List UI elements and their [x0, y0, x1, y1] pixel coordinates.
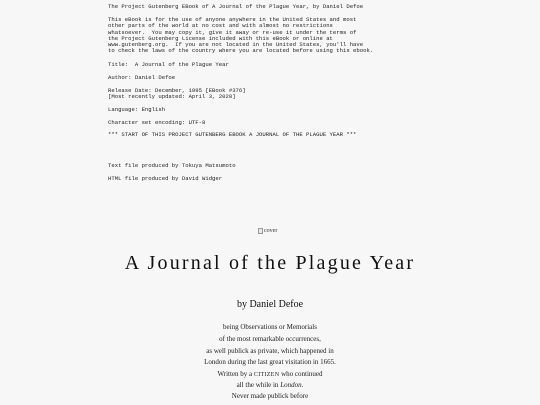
cover-alt-text: cover — [264, 228, 278, 234]
subtitle-line: as well publick as private, which happened in — [206, 347, 334, 355]
metadata-encoding: Character set encoding: UTF-8 — [108, 119, 206, 126]
metadata-language: Language: English — [108, 106, 166, 113]
start-marker: *** START OF THIS PROJECT GUTENBERG EBOOK A JOURNAL OF THE PLAGUE YEAR *** — [108, 131, 357, 138]
written-suffix: who continued — [279, 370, 323, 378]
ebook-header-line: The Project Gutenberg EBook of A Journal of the Plague Year, by Daniel Defoe — [108, 3, 364, 10]
html-file-credit: HTML file produced by David Widger — [108, 175, 223, 182]
never-made-publick-line: Never made publick before — [231, 392, 309, 400]
subtitle-line: being Observations or Memorials — [223, 323, 317, 331]
license-paragraph: This eBook is for the use of anyone anywhere in the United States and most other parts of the world at no cost and with almost no restrictions whatsoever. You may copy it, give it away or re-use it under the terms of the Project Gutenberg License included with this eBook or online at www.gutenberg.org. If you are not located in the United States, you'll have to check the laws of the country where you are located before using this ebook. — [108, 16, 374, 55]
all-while-suffix: . — [301, 381, 304, 389]
subtitle-line: of the most remarkable occurrences, — [219, 335, 321, 343]
metadata-release-date: Release Date: December, 1995 [EBook #376] [Most recently updated: April 3, 2020] — [108, 87, 246, 101]
london-word: London — [280, 381, 302, 389]
all-the-while-line — [0, 381, 540, 389]
written-by-line — [0, 370, 540, 378]
citizen-word: CITIZEN — [253, 372, 280, 378]
cover-image — [258, 228, 277, 234]
broken-image-icon — [258, 228, 263, 234]
all-while-prefix: all the while in — [236, 381, 281, 389]
text-file-credit: Text file produced by Tokuya Matsumoto — [108, 162, 236, 169]
book-title: A Journal of the Plague Year — [124, 252, 416, 274]
written-prefix: Written by a — [217, 370, 254, 378]
book-byline: by Daniel Defoe — [236, 299, 304, 310]
metadata-title: Title: A Journal of the Plague Year — [108, 61, 229, 68]
metadata-author: Author: Daniel Defoe — [108, 74, 176, 81]
subtitle-line: London during the last great visitation in 1665. — [204, 358, 336, 366]
